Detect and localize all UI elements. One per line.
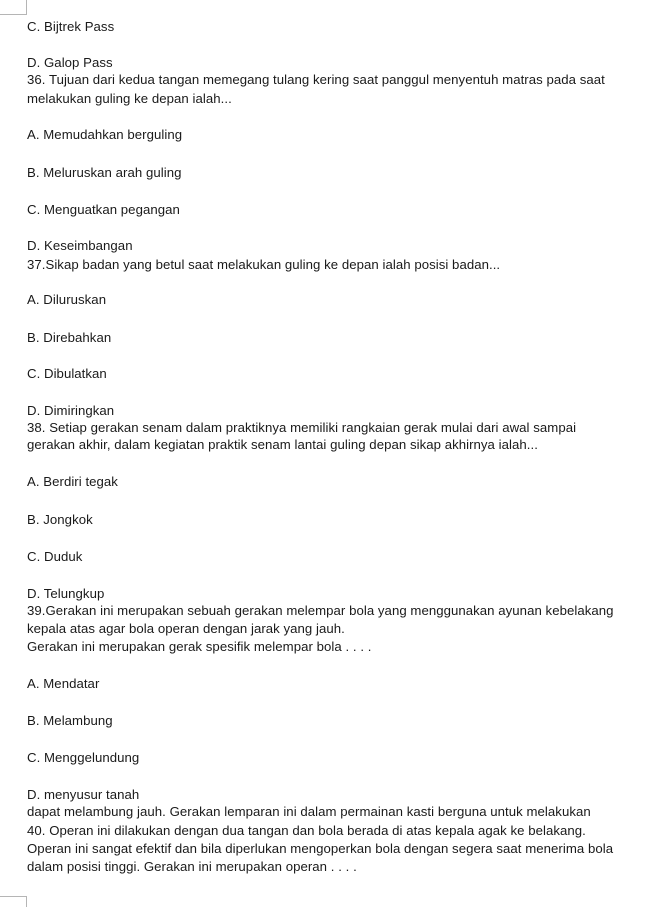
option-39-a: A. Mendatar [27,676,100,691]
option-38-c: C. Duduk [27,549,83,564]
option-39-c: C. Menggelundung [27,750,140,765]
option-37-d: D. Dimiringkan [27,403,115,418]
question-40-preceding-line: dapat melambung jauh. Gerakan lemparan ini dalam permainan kasti berguna untuk melakukan [27,804,591,819]
option-37-a: A. Diluruskan [27,292,107,307]
option-38-a: A. Berdiri tegak [27,474,118,489]
question-40-line-1: 40. Operan ini dilakukan dengan dua tangan dan bola berada di atas kepala agak ke belakang. [27,823,586,838]
option-39-d: D. menyusur tanah [27,787,140,802]
question-39-line-2: kepala atas agar bola operan dengan jarak yang jauh. [27,621,345,636]
option-36-d: D. Keseimbangan [27,238,133,253]
question-39-line-1: 39.Gerakan ini merupakan sebuah gerakan melempar bola yang menggunakan ayunan kebelakang [27,603,614,618]
question-38-line-1: 38. Setiap gerakan senam dalam praktiknya memiliki rangkaian gerak mulai dari awal sampai [27,420,577,435]
option-35-d: D. Galop Pass [27,55,113,70]
option-36-b: B. Meluruskan arah guling [27,165,182,180]
question-37-line-1: 37.Sikap badan yang betul saat melakukan guling ke depan ialah posisi badan... [27,257,501,272]
question-39-line-3: Gerakan ini merupakan gerak spesifik melempar bola . . . . [27,639,372,654]
question-36-line-1: 36. Tujuan dari kedua tangan memegang tulang kering saat panggul menyentuh matras pada saat [27,72,605,87]
option-36-c: C. Menguatkan pegangan [27,202,180,217]
option-37-c: C. Dibulatkan [27,366,107,381]
question-40-line-2: Operan ini sangat efektif dan bila diperlukan mengoperkan bola dengan segera saat menerima bola [27,841,614,856]
option-38-d: D. Telungkup [27,586,105,601]
page-corner-mark-top [0,0,27,15]
question-36-line-2: melakukan guling ke depan ialah... [27,91,232,106]
question-38-line-2: gerakan akhir, dalam kegiatan praktik senam lantai guling depan sikap akhirnya ialah... [27,437,538,452]
page-corner-mark-bottom [0,896,27,907]
option-37-b: B. Direbahkan [27,330,112,345]
option-35-c: C. Bijtrek Pass [27,19,115,34]
question-40-line-3: dalam posisi tinggi. Gerakan ini merupakan operan . . . . [27,859,357,874]
option-39-b: B. Melambung [27,713,113,728]
option-36-a: A. Memudahkan berguling [27,127,183,142]
option-38-b: B. Jongkok [27,512,93,527]
